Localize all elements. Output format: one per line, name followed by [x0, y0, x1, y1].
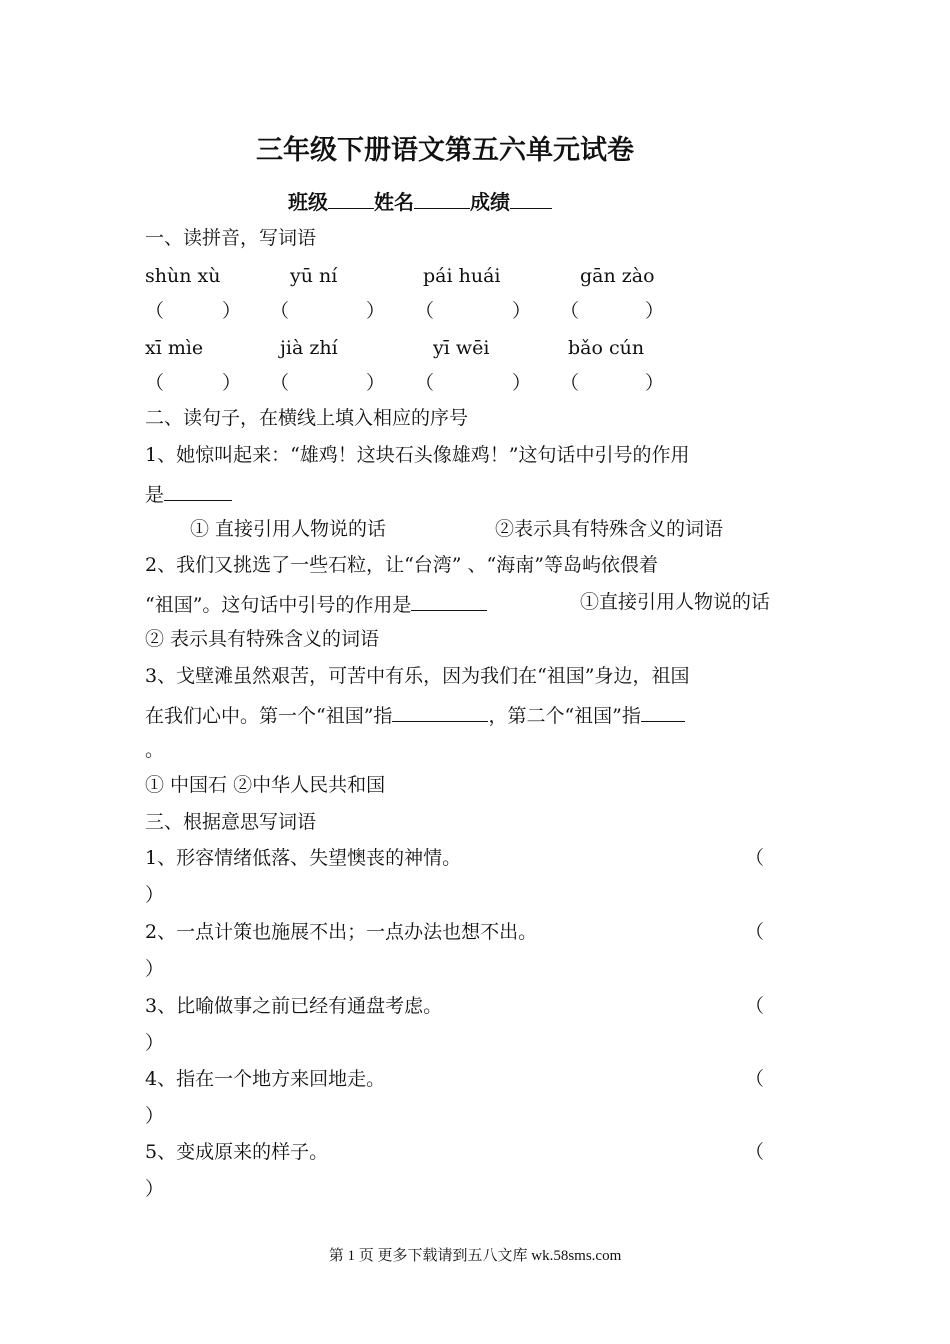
q2-option-2: ② 表示具有特殊含义的词语 — [145, 628, 380, 650]
q2-text: 2、我们又挑选了一些石粒，让“台湾” 、“海南”等岛屿依偎着 — [145, 554, 658, 576]
q2-answer-blank[interactable] — [411, 590, 487, 611]
answer-paren-close: ） — [512, 372, 532, 394]
section1-heading: 一、读拼音，写词语 — [145, 227, 317, 249]
score-label: 成绩 — [470, 190, 510, 214]
s3-paren-open: （ — [745, 921, 765, 943]
q2-text-cont — [145, 590, 487, 617]
class-blank[interactable] — [328, 188, 374, 209]
q1-option-1: ① 直接引用人物说的话 — [190, 518, 387, 540]
answer-paren-close: ） — [222, 300, 242, 322]
s3-paren-open: （ — [745, 1141, 765, 1163]
s3-item-3: 3、比喻做事之前已经有通盘考虑。 — [145, 995, 443, 1017]
q3-middle: ，第二个“祖国”指 — [488, 705, 641, 727]
s3-paren-close: ） — [145, 1032, 165, 1054]
s3-paren-open: （ — [745, 1068, 765, 1090]
s3-item-1: 1、形容情绪低落、失望懊丧的神情。 — [145, 847, 462, 869]
answer-paren-open: （ — [145, 372, 165, 394]
pinyin-1-2: yū ní — [290, 265, 338, 287]
score-blank[interactable] — [510, 188, 552, 209]
s3-paren-open: （ — [745, 995, 765, 1017]
q1-option-2: ②表示具有特殊含义的词语 — [495, 518, 724, 540]
answer-paren-close: ） — [512, 300, 532, 322]
q1-answer-blank[interactable] — [164, 480, 232, 501]
q3-period: 。 — [145, 739, 165, 761]
q3-answer-blank-2[interactable] — [641, 701, 685, 722]
q3-text: 3、戈壁滩虽然艰苦，可苦中有乐，因为我们在“祖国”身边，祖国 — [145, 665, 690, 687]
pinyin-2-2: jià zhí — [280, 337, 338, 359]
answer-paren-close: ） — [645, 300, 665, 322]
answer-paren-open: （ — [415, 372, 435, 394]
answer-paren-open: （ — [270, 300, 290, 322]
student-info — [0, 188, 840, 215]
pinyin-2-4: bǎo cún — [568, 337, 645, 359]
answer-paren-open: （ — [415, 300, 435, 322]
pinyin-2-1: xī mìe — [145, 337, 204, 359]
pinyin-1-4: gān zào — [580, 265, 655, 287]
q3-answer-blank-1[interactable] — [392, 701, 488, 722]
s3-paren-close: ） — [145, 1105, 165, 1127]
q1-prefix: 是 — [145, 484, 165, 506]
q1-text-cont — [145, 480, 232, 507]
q3-options: ① 中国石 ②中华人民共和国 — [145, 774, 386, 796]
name-label: 姓名 — [374, 190, 414, 214]
section2-heading: 二、读句子，在横线上填入相应的序号 — [145, 407, 469, 429]
pinyin-1-3: pái huái — [423, 265, 501, 287]
section3-heading: 三、根据意思写词语 — [145, 811, 317, 833]
s3-item-2: 2、一点计策也施展不出；一点办法也想不出。 — [145, 921, 538, 943]
page-title: 三年级下册语文第五六单元试卷 — [256, 135, 634, 166]
answer-paren-close: ） — [645, 372, 665, 394]
answer-paren-open: （ — [270, 372, 290, 394]
answer-paren-open: （ — [145, 300, 165, 322]
answer-paren-close: ） — [366, 372, 386, 394]
answer-paren-open: （ — [560, 372, 580, 394]
answer-paren-close: ） — [222, 372, 242, 394]
s3-paren-open: （ — [745, 847, 765, 869]
s3-paren-close: ） — [145, 1178, 165, 1200]
s3-paren-close: ） — [145, 884, 165, 906]
s3-paren-close: ） — [145, 958, 165, 980]
q2-option-1: ①直接引用人物说的话 — [580, 591, 771, 613]
q3-prefix: 在我们心中。第一个“祖国”指 — [145, 705, 393, 727]
q3-text-cont — [145, 701, 685, 728]
name-blank[interactable] — [414, 188, 470, 209]
answer-paren-close: ） — [366, 300, 386, 322]
answer-paren-open: （ — [560, 300, 580, 322]
q1-text: 1、她惊叫起来：“雄鸡！这块石头像雄鸡！”这句话中引号的作用 — [145, 444, 690, 466]
pinyin-2-3: yī wēi — [433, 337, 490, 359]
q2-prefix: “祖国”。这句话中引号的作用是 — [145, 594, 412, 616]
page-footer: 第 1 页 更多下载请到五八文库 wk.58sms.com — [328, 1248, 622, 1264]
class-label: 班级 — [288, 190, 328, 214]
s3-item-4: 4、指在一个地方来回地走。 — [145, 1068, 386, 1090]
s3-item-5: 5、变成原来的样子。 — [145, 1141, 329, 1163]
pinyin-1-1: shùn xù — [145, 265, 221, 287]
